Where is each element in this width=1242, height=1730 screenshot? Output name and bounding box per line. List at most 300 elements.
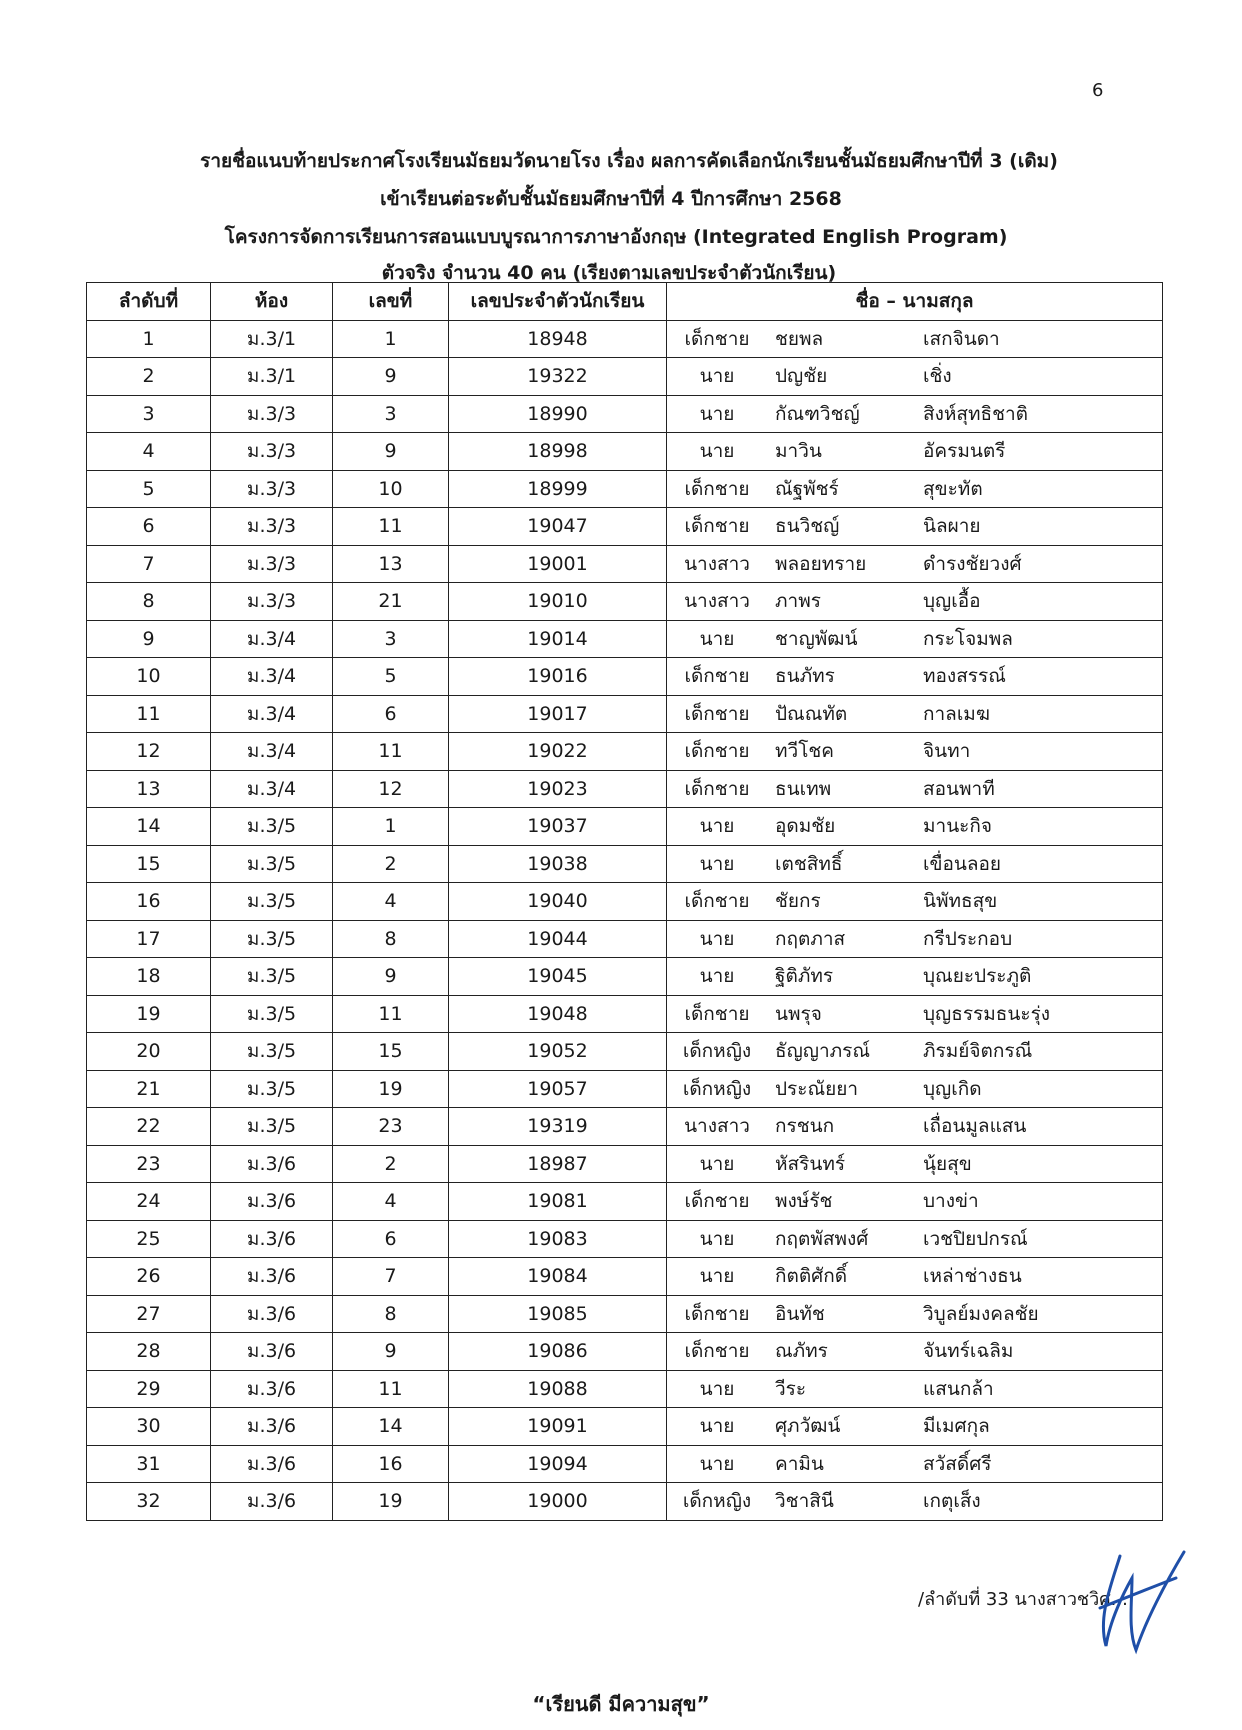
number-cell: 23 (333, 1108, 449, 1146)
first-name: กรชนก (775, 1115, 835, 1138)
order-cell: 28 (87, 1333, 211, 1371)
room-cell: ม.3/6 (211, 1258, 333, 1296)
first-name: ปญชัย (775, 365, 828, 388)
number-cell: 10 (333, 470, 449, 508)
header-student-id: เลขประจำตัวนักเรียน (449, 283, 667, 321)
full-name-cell (667, 395, 1163, 433)
first-name: พลอยทราย (775, 552, 867, 575)
room-cell: ม.3/3 (211, 433, 333, 471)
number-cell: 11 (333, 1370, 449, 1408)
order-cell: 11 (87, 695, 211, 733)
last-name: บุญธรรมธนะรุ่ง (923, 1002, 1051, 1025)
table-row (87, 1445, 1163, 1483)
table-row (87, 1183, 1163, 1221)
first-name: ณัฐพัชร์ (775, 477, 839, 500)
student-id-cell: 19084 (449, 1258, 667, 1296)
order-cell: 14 (87, 808, 211, 846)
full-name-cell (667, 770, 1163, 808)
order-cell: 21 (87, 1070, 211, 1108)
header-room: ห้อง (211, 283, 333, 321)
room-cell: ม.3/5 (211, 1033, 333, 1071)
room-cell: ม.3/3 (211, 583, 333, 621)
student-id-cell: 19045 (449, 958, 667, 996)
order-cell: 16 (87, 883, 211, 921)
order-cell: 18 (87, 958, 211, 996)
full-name-cell (667, 1408, 1163, 1446)
table-row (87, 920, 1163, 958)
full-name-cell (667, 620, 1163, 658)
student-id-cell: 18998 (449, 433, 667, 471)
order-cell: 19 (87, 995, 211, 1033)
full-name-cell (667, 1445, 1163, 1483)
order-cell: 8 (87, 583, 211, 621)
room-cell: ม.3/3 (211, 545, 333, 583)
table-row (87, 1408, 1163, 1446)
number-cell: 14 (333, 1408, 449, 1446)
order-cell: 12 (87, 733, 211, 771)
student-id-cell: 19022 (449, 733, 667, 771)
last-name: อัครมนตรี (923, 440, 1006, 463)
full-name-cell (667, 1145, 1163, 1183)
name-prefix: เด็กชาย (684, 740, 750, 763)
table-row (87, 470, 1163, 508)
number-cell: 12 (333, 770, 449, 808)
last-name: บุณยะประภูติ (923, 965, 1032, 988)
student-id-cell: 19086 (449, 1333, 667, 1371)
first-name: ทวีโชค (775, 740, 835, 763)
first-name: กฤตภาส (775, 927, 846, 950)
order-cell: 27 (87, 1295, 211, 1333)
room-cell: ม.3/6 (211, 1445, 333, 1483)
full-name-cell (667, 1483, 1163, 1521)
school-motto: “เรียนดี มีความสุข” (532, 1692, 710, 1716)
student-id-cell: 19014 (449, 620, 667, 658)
student-id-cell: 18948 (449, 320, 667, 358)
table-row (87, 845, 1163, 883)
student-id-cell: 19088 (449, 1370, 667, 1408)
order-cell: 17 (87, 920, 211, 958)
first-name: ธนภัทร (775, 665, 835, 688)
room-cell: ม.3/5 (211, 995, 333, 1033)
order-cell: 22 (87, 1108, 211, 1146)
order-cell: 23 (87, 1145, 211, 1183)
name-prefix: เด็กชาย (684, 1190, 750, 1213)
table-row (87, 395, 1163, 433)
room-cell: ม.3/3 (211, 470, 333, 508)
first-name: ชาญพัฒน์ (775, 627, 858, 650)
first-name: ปัณณทัต (775, 702, 848, 725)
name-prefix: นาย (699, 365, 735, 388)
last-name: กาลเมฆ (923, 702, 990, 725)
order-cell: 29 (87, 1370, 211, 1408)
first-name: กฤตพัสพงศ์ (775, 1227, 869, 1250)
room-cell: ม.3/6 (211, 1483, 333, 1521)
table-row (87, 770, 1163, 808)
full-name-cell (667, 1070, 1163, 1108)
order-cell: 6 (87, 508, 211, 546)
heading-line-1: รายชื่อแนบท้ายประกาศโรงเรียนมัธยมวัดนายโรง เรื่อง ผลการคัดเลือกนักเรียนชั้นมัธยมศึกษาปีที่ 3 (เดิม) (200, 150, 1058, 172)
number-cell: 11 (333, 995, 449, 1033)
last-name: มานะกิจ (923, 815, 993, 838)
table-row (87, 358, 1163, 396)
first-name: ประณัยยา (775, 1077, 859, 1100)
name-prefix: นาย (699, 1227, 735, 1250)
name-prefix: นาย (699, 965, 735, 988)
full-name-cell (667, 1370, 1163, 1408)
student-id-cell: 19038 (449, 845, 667, 883)
name-prefix: เด็กชาย (684, 665, 750, 688)
student-roster-table (86, 282, 1163, 1521)
room-cell: ม.3/1 (211, 320, 333, 358)
number-cell: 5 (333, 658, 449, 696)
full-name-cell (667, 920, 1163, 958)
number-cell: 8 (333, 1295, 449, 1333)
full-name-cell (667, 358, 1163, 396)
room-cell: ม.3/1 (211, 358, 333, 396)
room-cell: ม.3/6 (211, 1295, 333, 1333)
table-row (87, 658, 1163, 696)
last-name: เวชปิยปกรณ์ (923, 1227, 1028, 1250)
number-cell: 9 (333, 958, 449, 996)
full-name-cell (667, 1033, 1163, 1071)
name-prefix: เด็กชาย (684, 890, 750, 913)
room-cell: ม.3/5 (211, 808, 333, 846)
room-cell: ม.3/5 (211, 1108, 333, 1146)
full-name-cell (667, 845, 1163, 883)
last-name: ดำรงชัยวงศ์ (923, 552, 1022, 575)
number-cell: 1 (333, 808, 449, 846)
order-cell: 24 (87, 1183, 211, 1221)
first-name: กัณฑวิชญ์ (775, 402, 860, 425)
full-name-cell (667, 1183, 1163, 1221)
student-id-cell: 19057 (449, 1070, 667, 1108)
name-prefix: นาย (699, 440, 735, 463)
name-prefix: นางสาว (684, 552, 750, 575)
student-id-cell: 18990 (449, 395, 667, 433)
full-name-cell (667, 733, 1163, 771)
table-row (87, 1220, 1163, 1258)
first-name: ชัยกร (775, 890, 821, 913)
first-name: คามิน (775, 1452, 824, 1475)
last-name: เกตุเส็ง (923, 1490, 981, 1513)
room-cell: ม.3/4 (211, 658, 333, 696)
last-name: กรีประกอบ (923, 927, 1013, 950)
room-cell: ม.3/5 (211, 883, 333, 921)
student-id-cell: 19322 (449, 358, 667, 396)
table-row (87, 883, 1163, 921)
full-name-cell (667, 695, 1163, 733)
full-name-cell (667, 545, 1163, 583)
name-prefix: เด็กชาย (684, 1340, 750, 1363)
student-id-cell: 19044 (449, 920, 667, 958)
order-cell: 20 (87, 1033, 211, 1071)
order-cell: 31 (87, 1445, 211, 1483)
last-name: นุ้ยสุข (923, 1152, 972, 1175)
number-cell: 3 (333, 395, 449, 433)
room-cell: ม.3/6 (211, 1333, 333, 1371)
last-name: แสนกล้า (923, 1377, 994, 1400)
number-cell: 6 (333, 695, 449, 733)
name-prefix: เด็กชาย (684, 327, 750, 350)
table-row (87, 1258, 1163, 1296)
last-name: นิพัทธสุข (923, 890, 998, 913)
last-name: วิบูลย์มงคลชัย (923, 1302, 1039, 1325)
last-name: สวัสดิ์ศรี (923, 1452, 992, 1475)
first-name: ณภัทร (775, 1340, 828, 1363)
room-cell: ม.3/5 (211, 958, 333, 996)
full-name-cell (667, 1258, 1163, 1296)
first-name: ชยพล (775, 327, 824, 350)
table-header-row (87, 283, 1163, 321)
full-name-cell (667, 320, 1163, 358)
table-row (87, 733, 1163, 771)
room-cell: ม.3/4 (211, 620, 333, 658)
table-row (87, 320, 1163, 358)
room-cell: ม.3/6 (211, 1370, 333, 1408)
room-cell: ม.3/5 (211, 1070, 333, 1108)
first-name: วิชาสินี (775, 1490, 834, 1513)
number-cell: 9 (333, 1333, 449, 1371)
number-cell: 8 (333, 920, 449, 958)
table-row (87, 508, 1163, 546)
student-id-cell: 19319 (449, 1108, 667, 1146)
full-name-cell (667, 958, 1163, 996)
name-prefix: นาย (699, 1452, 735, 1475)
student-id-cell: 19017 (449, 695, 667, 733)
student-id-cell: 19010 (449, 583, 667, 621)
student-id-cell: 19016 (449, 658, 667, 696)
order-cell: 26 (87, 1258, 211, 1296)
number-cell: 21 (333, 583, 449, 621)
first-name: วีระ (775, 1377, 807, 1400)
name-prefix: นางสาว (684, 1115, 750, 1138)
student-id-cell: 19081 (449, 1183, 667, 1221)
last-name: สุขะทัต (923, 477, 983, 500)
table-row (87, 1295, 1163, 1333)
full-name-cell (667, 658, 1163, 696)
name-prefix: เด็กชาย (684, 1302, 750, 1325)
room-cell: ม.3/6 (211, 1183, 333, 1221)
student-id-cell: 19023 (449, 770, 667, 808)
student-id-cell: 19047 (449, 508, 667, 546)
full-name-cell (667, 1333, 1163, 1371)
table-row (87, 545, 1163, 583)
order-cell: 25 (87, 1220, 211, 1258)
number-cell: 2 (333, 1145, 449, 1183)
student-id-cell: 19083 (449, 1220, 667, 1258)
last-name: เขื่อนลอย (923, 852, 1002, 875)
room-cell: ม.3/6 (211, 1408, 333, 1446)
first-name: ธนวิชญ์ (775, 515, 840, 538)
header-number: เลขที่ (333, 283, 449, 321)
number-cell: 4 (333, 883, 449, 921)
last-name: กระโจมพล (923, 627, 1013, 650)
full-name-cell (667, 583, 1163, 621)
table-row (87, 1033, 1163, 1071)
last-name: จินทา (923, 740, 971, 763)
number-cell: 19 (333, 1483, 449, 1521)
room-cell: ม.3/6 (211, 1220, 333, 1258)
last-name: สอนพาที (923, 777, 995, 800)
header-full-name: ชื่อ – นามสกุล (667, 283, 1163, 321)
room-cell: ม.3/5 (211, 920, 333, 958)
order-cell: 32 (87, 1483, 211, 1521)
room-cell: ม.3/3 (211, 508, 333, 546)
name-prefix: เด็กชาย (684, 777, 750, 800)
name-prefix: นาย (699, 1415, 735, 1438)
full-name-cell (667, 808, 1163, 846)
number-cell: 2 (333, 845, 449, 883)
last-name: เถื่อนมูลแสน (923, 1115, 1027, 1138)
table-row (87, 995, 1163, 1033)
number-cell: 9 (333, 358, 449, 396)
signature-mark (1080, 1548, 1190, 1658)
name-prefix: นาย (699, 627, 735, 650)
full-name-cell (667, 1108, 1163, 1146)
name-prefix: เด็กหญิง (682, 1077, 752, 1100)
order-cell: 13 (87, 770, 211, 808)
room-cell: ม.3/6 (211, 1145, 333, 1183)
name-prefix: นางสาว (684, 590, 750, 613)
order-cell: 9 (87, 620, 211, 658)
room-cell: ม.3/5 (211, 845, 333, 883)
table-row (87, 1070, 1163, 1108)
order-cell: 2 (87, 358, 211, 396)
last-name: บุญเกิด (923, 1077, 982, 1100)
order-cell: 3 (87, 395, 211, 433)
last-name: ภิรมย์จิตกรณี (923, 1040, 1033, 1063)
full-name-cell (667, 883, 1163, 921)
name-prefix: เด็กหญิง (682, 1490, 752, 1513)
last-name: เหล่าช่างธน (923, 1265, 1022, 1288)
student-id-cell: 19000 (449, 1483, 667, 1521)
name-prefix: เด็กชาย (684, 702, 750, 725)
first-name: ศุภวัฒน์ (775, 1415, 841, 1438)
full-name-cell (667, 1220, 1163, 1258)
order-cell: 15 (87, 845, 211, 883)
full-name-cell (667, 1295, 1163, 1333)
first-name: ธัญญาภรณ์ (775, 1040, 870, 1063)
first-name: นพรุจ (775, 1002, 822, 1025)
full-name-cell (667, 433, 1163, 471)
room-cell: ม.3/3 (211, 395, 333, 433)
order-cell: 5 (87, 470, 211, 508)
continuation-note: /ลำดับที่ 33 นางสาวชวิศ... (918, 1589, 1128, 1610)
first-name: อุดมชัย (775, 815, 836, 838)
table-row (87, 808, 1163, 846)
student-id-cell: 19001 (449, 545, 667, 583)
name-prefix: เด็กชาย (684, 1002, 750, 1025)
table-row (87, 583, 1163, 621)
order-cell: 4 (87, 433, 211, 471)
name-prefix: นาย (699, 402, 735, 425)
student-id-cell: 18999 (449, 470, 667, 508)
table-row (87, 1483, 1163, 1521)
number-cell: 7 (333, 1258, 449, 1296)
heading-line-4: ตัวจริง จำนวน 40 คน (เรียงตามเลขประจำตัวนักเรียน) (381, 262, 837, 284)
student-id-cell: 19094 (449, 1445, 667, 1483)
number-cell: 11 (333, 733, 449, 771)
number-cell: 9 (333, 433, 449, 471)
number-cell: 13 (333, 545, 449, 583)
header-order: ลำดับที่ (87, 283, 211, 321)
full-name-cell (667, 470, 1163, 508)
heading-line-3: โครงการจัดการเรียนการสอนแบบบูรณาการภาษาอังกฤษ (Integrated English Program) (224, 226, 1008, 248)
last-name: เสกจินดา (923, 327, 1000, 350)
table-row (87, 1333, 1163, 1371)
table-row (87, 695, 1163, 733)
student-id-cell: 19091 (449, 1408, 667, 1446)
room-cell: ม.3/4 (211, 695, 333, 733)
last-name: บุญเอื้อ (923, 590, 981, 613)
last-name: สิงห์สุทธิชาติ (923, 402, 1029, 425)
number-cell: 16 (333, 1445, 449, 1483)
first-name: เตชสิทธิ์ (775, 852, 843, 875)
table-row (87, 433, 1163, 471)
table-row (87, 620, 1163, 658)
page-number: 6 (1092, 80, 1104, 101)
order-cell: 1 (87, 320, 211, 358)
first-name: อินทัช (775, 1302, 825, 1325)
name-prefix: เด็กหญิง (682, 1040, 752, 1063)
first-name: ฐิติภัทร (775, 965, 834, 988)
table-body (87, 320, 1163, 1520)
last-name: เชิ่ง (923, 365, 952, 388)
table-row (87, 1108, 1163, 1146)
first-name: หัสรินทร์ (775, 1152, 846, 1175)
last-name: บางข่า (923, 1190, 979, 1213)
student-id-cell: 19085 (449, 1295, 667, 1333)
student-id-cell: 19048 (449, 995, 667, 1033)
name-prefix: นาย (699, 1265, 735, 1288)
table-row (87, 958, 1163, 996)
number-cell: 15 (333, 1033, 449, 1071)
name-prefix: นาย (699, 927, 735, 950)
student-id-cell: 19052 (449, 1033, 667, 1071)
room-cell: ม.3/4 (211, 733, 333, 771)
name-prefix: นาย (699, 815, 735, 838)
student-id-cell: 19037 (449, 808, 667, 846)
student-id-cell: 19040 (449, 883, 667, 921)
last-name: จันทร์เฉลิม (923, 1340, 1014, 1363)
heading-line-2: เข้าเรียนต่อระดับชั้นมัธยมศึกษาปีที่ 4 ปีการศึกษา 2568 (380, 188, 842, 210)
name-prefix: เด็กชาย (684, 477, 750, 500)
student-id-cell: 18987 (449, 1145, 667, 1183)
number-cell: 3 (333, 620, 449, 658)
table-row (87, 1145, 1163, 1183)
full-name-cell (667, 995, 1163, 1033)
table-row (87, 1370, 1163, 1408)
name-prefix: นาย (699, 1152, 735, 1175)
number-cell: 6 (333, 1220, 449, 1258)
order-cell: 30 (87, 1408, 211, 1446)
number-cell: 4 (333, 1183, 449, 1221)
name-prefix: นาย (699, 1377, 735, 1400)
room-cell: ม.3/4 (211, 770, 333, 808)
number-cell: 19 (333, 1070, 449, 1108)
first-name: กิตติศักดิ์ (775, 1265, 848, 1288)
name-prefix: นาย (699, 852, 735, 875)
order-cell: 7 (87, 545, 211, 583)
first-name: พงษ์รัช (775, 1190, 833, 1213)
number-cell: 1 (333, 320, 449, 358)
first-name: ธนเทพ (775, 777, 832, 800)
order-cell: 10 (87, 658, 211, 696)
name-prefix: เด็กชาย (684, 515, 750, 538)
first-name: มาวิน (775, 440, 822, 463)
last-name: ทองสรรณ์ (923, 665, 1006, 688)
first-name: ภาพร (775, 590, 821, 613)
